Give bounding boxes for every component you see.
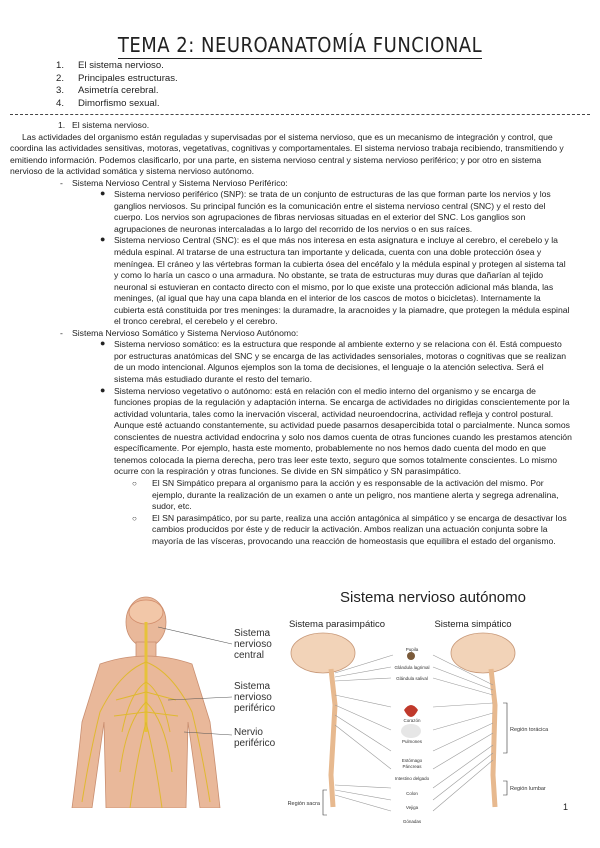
label-periferico-2: nervioso xyxy=(234,692,272,703)
organ-label: Gónadas xyxy=(402,819,422,824)
label-central-2: nervioso xyxy=(234,639,272,650)
region-lumbar: Región lumbar xyxy=(510,786,546,792)
bullet-item: ● Sistema nervioso vegetativo o autónomo: está en relación con el medio interno del organismo y se encarga de funciones propias de la regulación y adaptación interna. Se encarga de actividades no dirigidas conscientemente por la actividad voluntaria, tales como la inervación visceral, actividad neuroendocrina, actividad refleja y control postural. Aunque esté actuando constantemente, su actividad puede pasarnos desapercibida total o parcialmente. Nunca somos conscientes de nuestra actividad endocrina y solo nos damos cuenta de otras funciones cuando les prestamos atención específicamente. Por ejemplo, hasta este momento, probablemente no nos hemos dado cuenta del modo en que tenemos colocada la pierna derecha, pero tras leer este texto, seguro que somos totalmente conscientes. Lo mismo ocurre con la respiración y otras funciones. Se divide en SN simpático y SN parasimpático. xyxy=(100,384,572,477)
left-brain xyxy=(291,633,355,673)
page-number: 1 xyxy=(563,802,569,812)
toc-item: 1. El sistema nervioso. xyxy=(56,60,164,71)
bullet-item: ● Sistema nervioso Central (SNC): es el que más nos interesa en esta asignatura e incluye al cerebro, el cerebelo y la médula espinal. Al tratarse de una estructura tan importante y delicada, cuenta con una doble protección ósea y meníngea. El cráneo y las vértebras forman la cubierta ósea del encéfalo y la médula espinal y protegen al sistema tal y como lo haría un casco o una armadura. No obstante, se trata de estructuras muy duras que dañarían al tejido neuronal si estuvieran en contacto directo con el mismo, por lo que existe una protección adicional más blanda, las meninges, (al igual que hay una capa blanda en el interior de los cascos de motos o bicicletas). Internamente la cubierta está constituida por tres meninges: la duramadre, la aracnoides y la piamadre, que protegen la médula espinal el tronco cerebral, el cerebelo y el cerebro. xyxy=(100,234,570,327)
bullet-item: ● Sistema nervioso periférico (SNP): se trata de un conjunto de estructuras de las que forman parte los nervios y los ganglios nerviosos. Su principal función es la comunicación entre el sistema nervioso central (SNC) y el resto del cuerpo. Los nervios son agrupaciones de fibras nerviosas situadas en el exterior del SNC. Los ganglios son agrupaciones de neuronas intercaladas a lo largo del recorrido de los nervios o en sus raíces. xyxy=(100,188,551,234)
label-central-3: central xyxy=(234,650,265,661)
organ-label: Pupila xyxy=(405,647,419,652)
document-body xyxy=(10,120,572,547)
organ-pulmones xyxy=(401,724,421,738)
label-nervio-1: Nervio xyxy=(234,727,263,738)
dashed-separator xyxy=(10,114,590,115)
figure2-title: Sistema nervioso autónomo xyxy=(340,589,526,606)
bullet-item: ● Sistema nervioso somático: es la estructura que responde al ambiente externo y se relaciona con él. Está compuesto por estructuras anatómicas del SNC y se encarga de las actividades sensoriales, motoras o cognitivas que se realizan de un modo intencional. Algunos ejemplos son la toma de decisiones, el lenguaje o la atención selectiva. Será el sistema más estudiado durante el resto del temario. xyxy=(100,338,567,385)
label-nervio-2: periférico xyxy=(234,738,275,749)
organ-pupila xyxy=(407,652,415,660)
autonomic-nervous-system-figure xyxy=(283,585,583,827)
label-periferico-3: periférico xyxy=(234,703,275,714)
toc-item: 4. Dimorfismo sexual. xyxy=(56,97,160,109)
region-toracica: Región torácica xyxy=(510,727,549,733)
intro-paragraph: Las actividades del organismo están reguladas y supervisadas por el sistema nervioso, que es un mecanismo de integración y control, que coordina las actividades sensitivas, motoras, vegetativas, cognitivas y comportamentales. El sistema nervioso trabaja recibiendo, transmitiendo y emitiendo información. Podemos clasificarlo, por una parte, en sistema nervioso central y sistema nervioso periférico; y por otro en sistema nervioso de la actividad somática y sistema nervioso autónomo. xyxy=(10,131,564,177)
toc-item: 2. Principales estructuras. xyxy=(56,72,178,84)
organ-label: Estómago xyxy=(401,758,423,763)
organ-label: Pulmones xyxy=(401,739,423,744)
toc-item: 3. Asimetría cerebral. xyxy=(56,85,159,97)
human-nervous-system-figure xyxy=(60,592,275,808)
label-central-1: Sistema xyxy=(234,628,271,639)
organ-label: Intestino delgado xyxy=(394,776,430,781)
subsection-heading: - Sistema Nervioso Central y Sistema Nervioso Periférico: xyxy=(60,177,288,188)
organ-label: Glándula lagrimal xyxy=(394,665,430,670)
section-heading: 1. El sistema nervioso. xyxy=(58,120,150,130)
table-of-contents xyxy=(56,60,178,110)
sub-bullet-item: ○ El SN parasimpático, por su parte, realiza una acción antagónica al simpático y se encarga de desactivar los cambios producidos por éste y de reducir la activación. Ambos realizan una actuación conjunta sobre la mayoría de las vísceras, provocando una reacción de homeostasis que equilibra el estado del organismo. xyxy=(132,512,567,546)
sympathetic-header: Sistema simpático xyxy=(434,619,512,630)
organ-label: Corazón xyxy=(403,718,421,723)
organ-label: Colon xyxy=(406,791,418,796)
subsection-heading: - Sistema Nervioso Somático y Sistema Nervioso Autónomo: xyxy=(60,327,299,338)
parasympathetic-header: Sistema parasimpático xyxy=(288,619,386,630)
label-periferico-1: Sistema xyxy=(234,681,271,692)
region-sacra: Región sacra xyxy=(287,801,320,807)
sub-bullet-item: ○ El SN Simpático prepara al organismo para la acción y es responsable de la activación del mismo. Por ejemplo, durante la realización de un examen o ante un peligro, nos mantiene alerta y segrega adrenalina, sudor, etc. xyxy=(132,477,559,512)
organ-label: Páncreas xyxy=(402,764,422,769)
organ-label: Vejiga xyxy=(405,805,419,810)
page-title: TEMA 2: NEUROANATOMÍA FUNCIONAL xyxy=(117,33,483,57)
organ-label: Glándula salival xyxy=(396,676,428,681)
right-brain xyxy=(451,633,515,673)
